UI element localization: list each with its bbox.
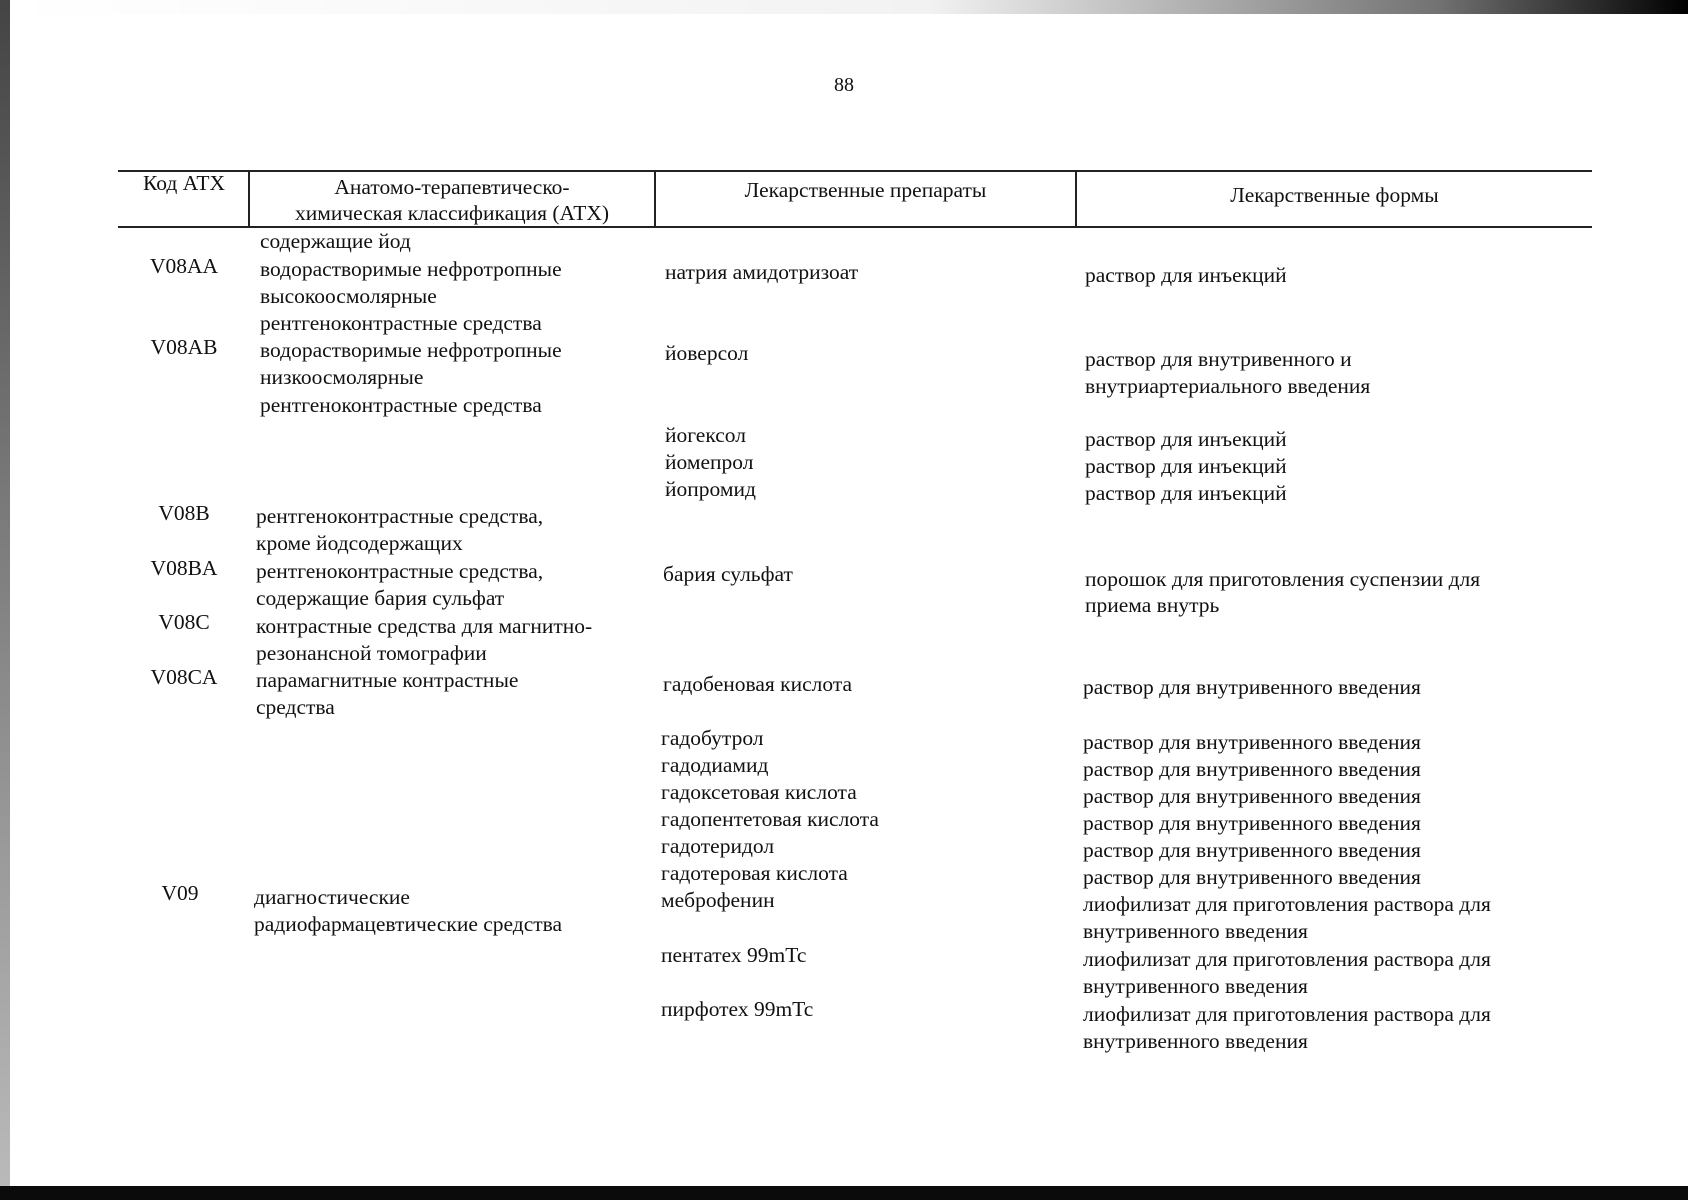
drug-name: йомепрол [665, 450, 754, 474]
atc-code: V08AB [150, 335, 218, 359]
drug-name: гадобеновая кислота [663, 672, 853, 696]
dosage-form: раствор для внутривенного введения [1083, 675, 1421, 699]
dosage-form: раствор для инъекций [1085, 481, 1287, 505]
header-forms: Лекарственные формы [1230, 183, 1439, 207]
dosage-form: раствор для инъекций [1085, 427, 1287, 451]
dosage-form: приема внутрь [1085, 593, 1220, 617]
drug-name: гадоксетовая кислота [661, 780, 857, 804]
drug-name: пирфотех 99mTc [661, 997, 814, 1021]
dosage-form: внутривенного введения [1083, 974, 1308, 998]
header-drugs: Лекарственные препараты [744, 178, 987, 202]
atc-code: V08CA [150, 665, 218, 689]
dosage-form: раствор для инъекций [1085, 263, 1287, 287]
drug-name: йопромид [665, 477, 756, 501]
drug-name: гадобутрол [661, 726, 764, 750]
dosage-form: раствор для внутривенного введения [1083, 757, 1421, 781]
classification-text: радиофармацевтические средства [254, 912, 563, 936]
dosage-form: лиофилизат для приготовления раствора для [1083, 892, 1491, 916]
dosage-form: раствор для внутривенного и [1085, 347, 1352, 371]
classification-text: водорастворимые нефротропные [260, 338, 562, 362]
scan-shadow-bottom [0, 1186, 1688, 1200]
atc-code: V08BA [150, 556, 218, 580]
classification-text: кроме йодсодержащих [256, 531, 463, 555]
classification-text: содержащие бария сульфат [256, 586, 505, 610]
drug-name: йогексол [665, 423, 746, 447]
dosage-form: порошок для приготовления суспензии для [1085, 567, 1481, 591]
dosage-form: раствор для внутривенного введения [1083, 865, 1421, 889]
classification-text: рентгеноконтрастные средства, [256, 504, 544, 528]
drug-name: пентатех 99mTc [661, 943, 807, 967]
classification-text: водорастворимые нефротропные [260, 257, 562, 281]
classification-text: низкоосмолярные [260, 365, 424, 389]
atc-code: V09 [161, 881, 199, 905]
drug-name: гадодиамид [661, 753, 769, 777]
dosage-form: раствор для внутривенного введения [1083, 811, 1421, 835]
dosage-form: раствор для внутривенного введения [1083, 784, 1421, 808]
drug-name: меброфенин [661, 888, 775, 912]
dosage-form: внутриартериального введения [1085, 374, 1371, 398]
dosage-form: лиофилизат для приготовления раствора для [1083, 947, 1491, 971]
table-top-border [118, 170, 1592, 172]
classification-text: рентгеноконтрастные средства, [256, 559, 544, 583]
drug-name: гадопентетовая кислота [661, 807, 879, 831]
dosage-form: раствор для внутривенного введения [1083, 730, 1421, 754]
header-code: Код АТХ [142, 171, 225, 195]
dosage-form: раствор для внутривенного введения [1083, 838, 1421, 862]
classification-text: содержащие йод [260, 229, 411, 253]
atc-code: V08C [158, 610, 210, 634]
dosage-form: лиофилизат для приготовления раствора для [1083, 1002, 1491, 1026]
drug-name: гадотеровая кислота [661, 861, 848, 885]
classification-text: парамагнитные контрастные [256, 668, 519, 692]
classification-text: рентгеноконтрастные средства [260, 311, 542, 335]
classification-text: контрастные средства для магнитно- [256, 614, 593, 638]
dosage-form: внутривенного введения [1083, 1029, 1308, 1053]
drug-name: гадотеридол [661, 834, 775, 858]
header-classification-line-2: химическая классификация (АТХ) [294, 201, 610, 225]
drug-name: натрия амидотризоат [665, 260, 859, 284]
dosage-form: внутривенного введения [1083, 919, 1308, 943]
drug-name: йоверсол [665, 341, 749, 365]
drug-name: бария сульфат [663, 562, 793, 586]
dosage-form: раствор для инъекций [1085, 454, 1287, 478]
classification-text: резонансной томографии [256, 641, 487, 665]
scan-shadow-left [0, 0, 10, 1200]
scan-shadow-top [0, 0, 1688, 14]
header-classification-line-1: Анатомо-терапевтическо- [334, 175, 570, 199]
classification-text: высокоосмолярные [260, 284, 437, 308]
atc-code: V08B [158, 501, 210, 525]
classification-text: средства [256, 695, 335, 719]
page-number: 88 [834, 74, 854, 96]
atc-code: V08AA [149, 254, 219, 278]
classification-text: рентгеноконтрастные средства [260, 393, 542, 417]
classification-text: диагностические [254, 885, 410, 909]
